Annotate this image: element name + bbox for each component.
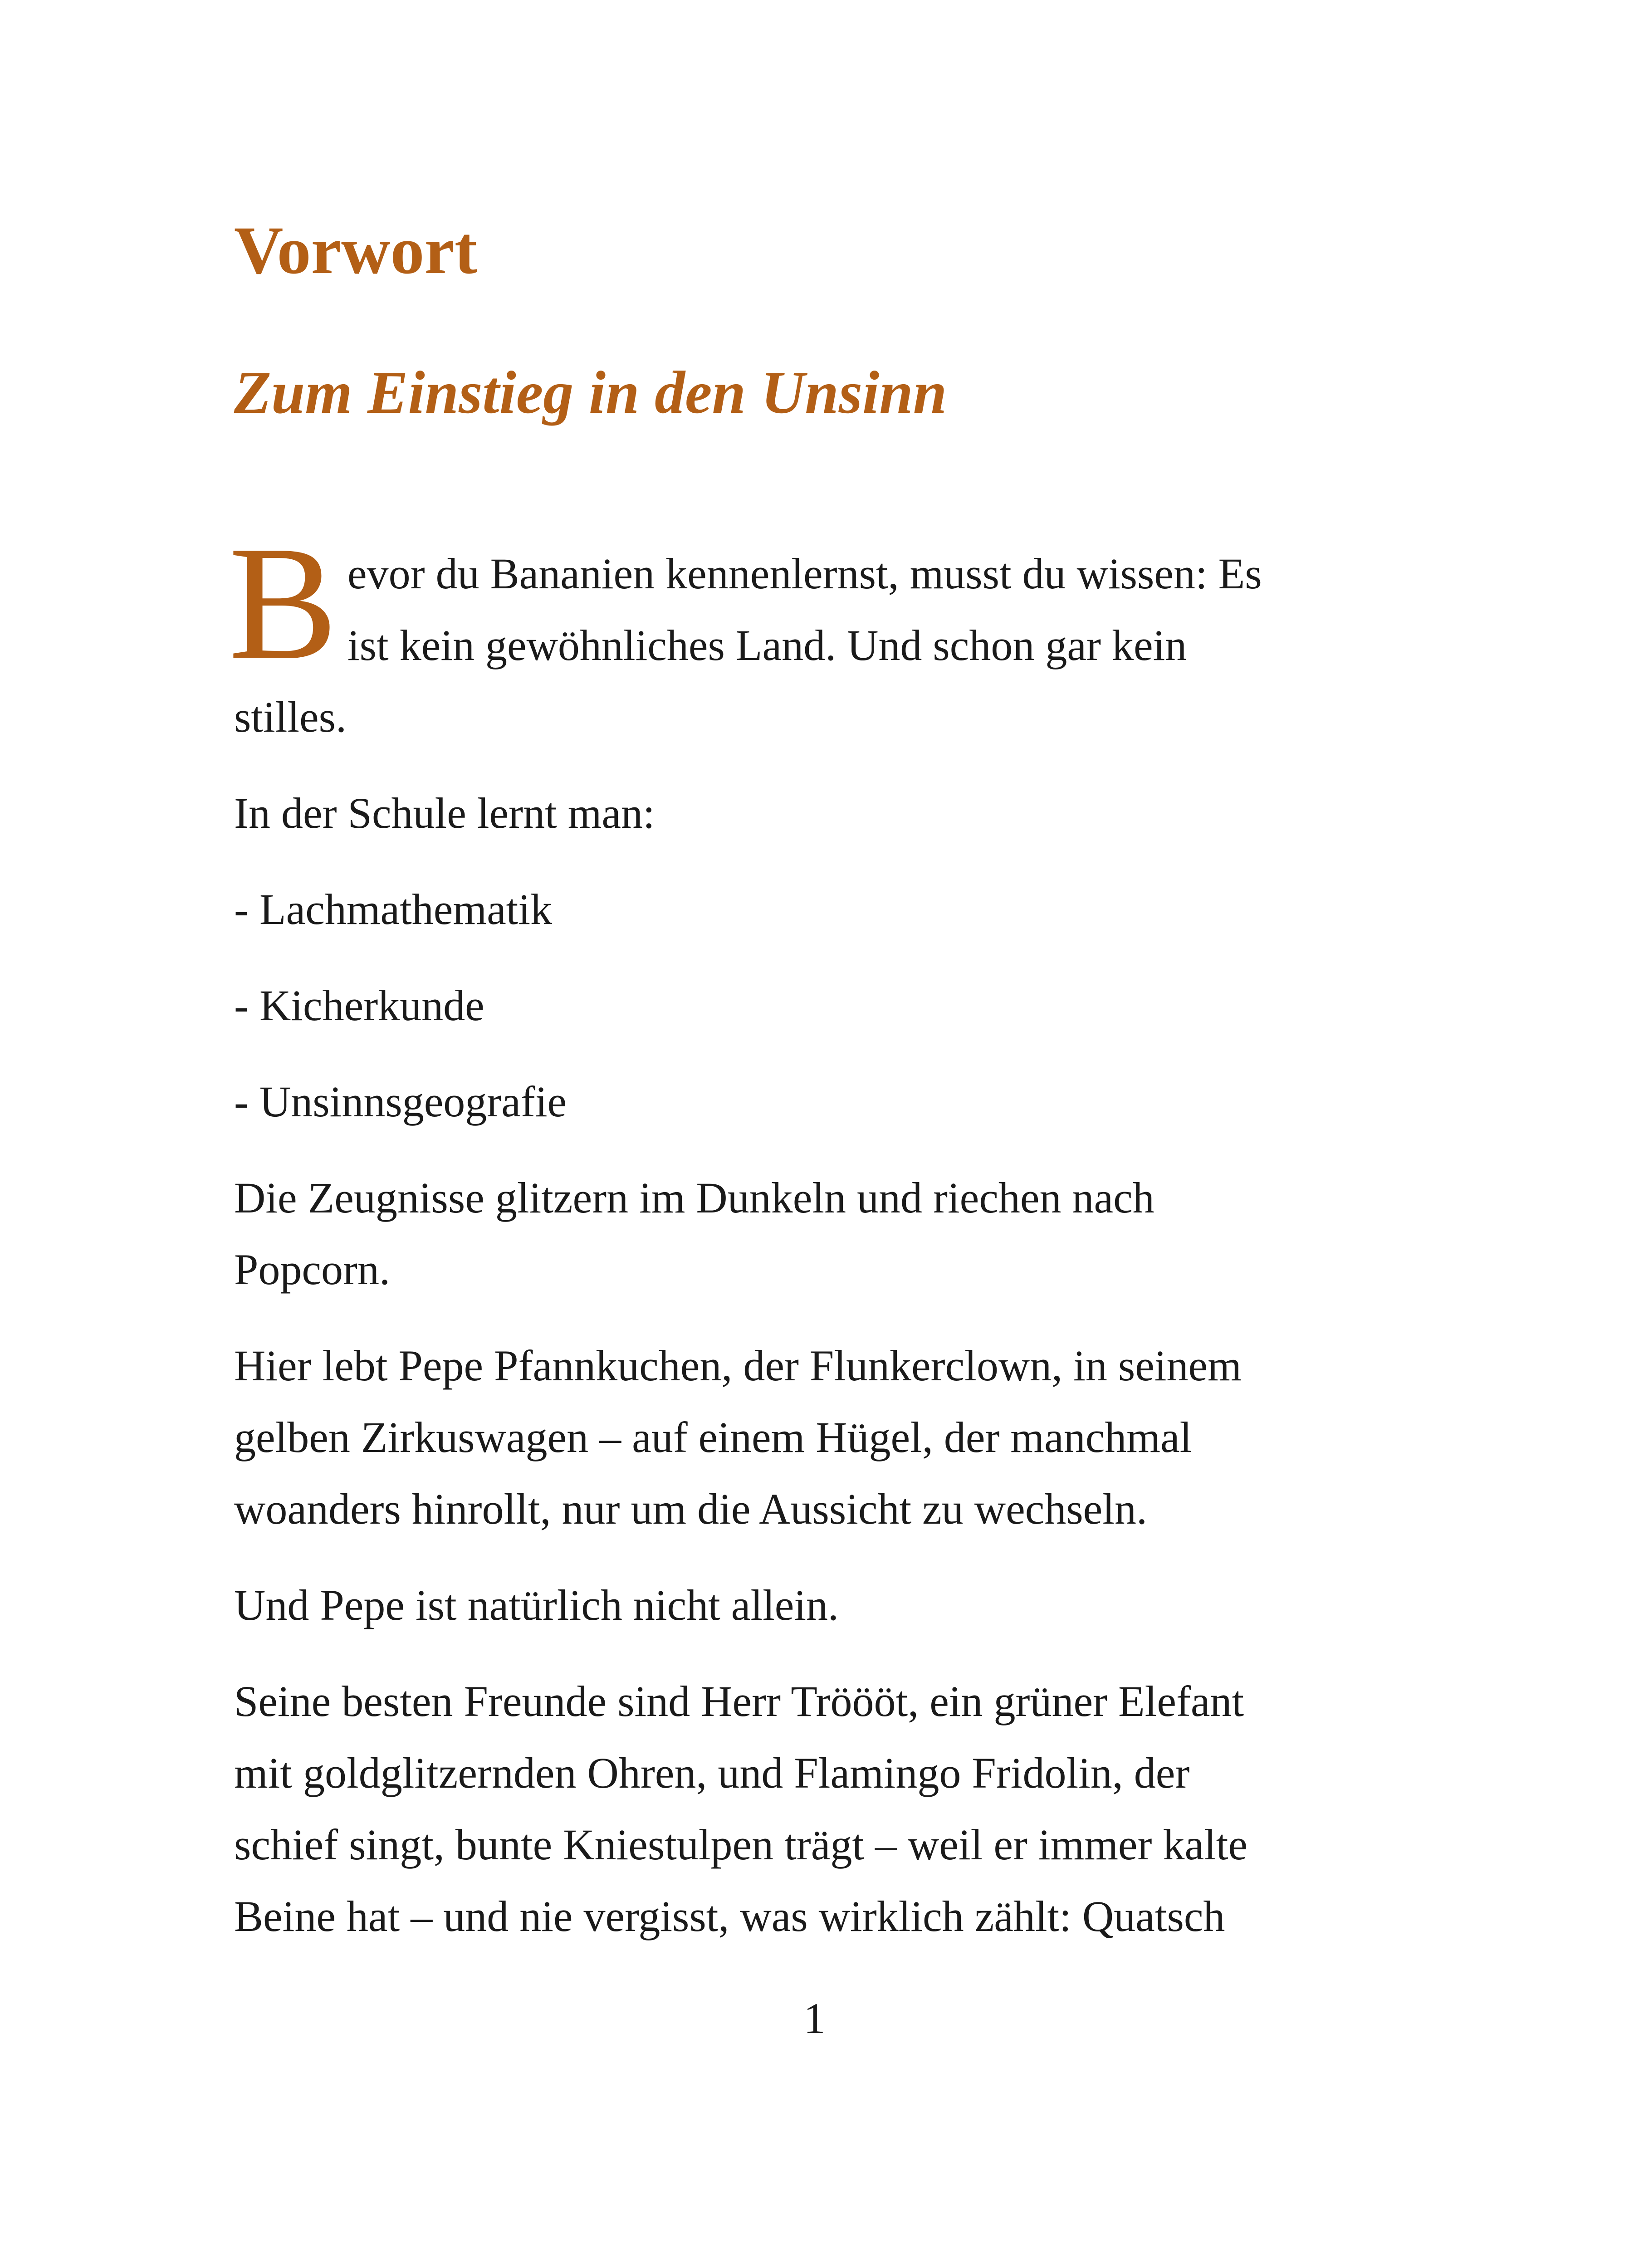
text-line: In der Schule lernt man: (234, 789, 655, 837)
text-line: - Unsinnsgeografie (234, 1077, 567, 1126)
intro-paragraph (229, 512, 1395, 753)
text-line: Beine hat – und nie vergisst, was wirklich zählt: Quatsch (234, 1892, 1225, 1941)
text-line: mit goldglitzernden Ohren, und Flamingo Fridolin, der (234, 1749, 1190, 1797)
text-line: ist kein gewöhnliches Land. Und schon gar kein (347, 621, 1187, 670)
text-line: stilles. (234, 693, 347, 741)
paragraph (234, 1666, 1395, 1952)
paragraph (234, 1162, 1395, 1305)
paragraph (234, 777, 1395, 849)
text-line: schief singt, bunte Kniestulpen trägt – weil er immer kalte (234, 1820, 1248, 1869)
paragraph (234, 1330, 1395, 1545)
chapter-title: Vorwort (234, 213, 477, 288)
list-item (234, 1066, 1395, 1138)
text-line: woanders hinrollt, nur um die Aussicht zu wechseln. (234, 1485, 1147, 1533)
drop-cap-letter: B (229, 512, 338, 693)
text-line: Und Pepe ist natürlich nicht allein. (234, 1581, 839, 1629)
chapter-subtitle: Zum Einstieg in den Unsinn (234, 359, 947, 426)
text-line: - Lachmathematik (234, 885, 553, 934)
list-item (234, 970, 1395, 1041)
text-line: Seine besten Freunde sind Herr Tröööt, ein grüner Elefant (234, 1677, 1244, 1725)
page-number: 1 (803, 1994, 826, 2043)
paragraph (234, 1569, 1395, 1641)
text-line: gelben Zirkuswagen – auf einem Hügel, der manchmal (234, 1413, 1192, 1461)
text-line: - Kicherkunde (234, 981, 484, 1030)
list-item (234, 874, 1395, 945)
text-line: evor du Bananien kennenlernst, musst du wissen: Es (347, 549, 1262, 598)
text-line: Popcorn. (234, 1245, 390, 1294)
text-line: Die Zeugnisse glitzern im Dunkeln und riechen nach (234, 1173, 1154, 1222)
text-line: Hier lebt Pepe Pfannkuchen, der Flunkerclown, in seinem (234, 1341, 1242, 1390)
body-text (229, 512, 1395, 1977)
